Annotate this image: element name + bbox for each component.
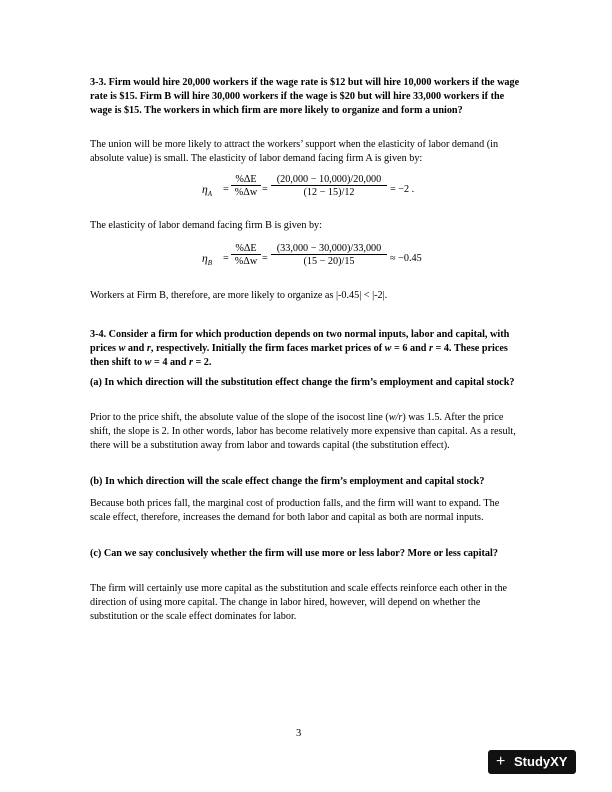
logo-text: StudyXY bbox=[514, 754, 568, 769]
fraction-a-rhs-num: (20,000 − 10,000)/20,000 bbox=[271, 174, 387, 186]
part-c-answer-text: The firm will certainly use more capital as the substitution and scale effects reinforce each other in the direction of using more capital. The change in labor hired, however, will depend on whether the substitution or the scale effect dominates for labor. bbox=[90, 583, 508, 623]
fraction-b-lhs bbox=[231, 243, 261, 267]
fraction-a-lhs bbox=[231, 174, 261, 198]
part-b-question-text: (b) In which direction will the scale effect change the firm’s employment and capital stock? bbox=[90, 476, 485, 487]
question-3-4-text: 3-4. Consider a firm for which production depends on two normal inputs, labor and capital, with prices w and r, respectively. Initially the firm faces market prices of w = 6 and r = 4. These prices then shift to w = 4 and r = 2. bbox=[90, 329, 510, 369]
fraction-a-lhs-num: %ΔE bbox=[231, 174, 261, 186]
equation-firm-a: $\eta_A$ = $\frac{\%\Delta E}{\%\Delta w}$ = $\frac{(20,000 - 10,000)/20,000}{(12 - 15)/12}$ = −2 . bbox=[202, 174, 415, 198]
fraction-b-rhs-num: (33,000 − 30,000)/33,000 bbox=[271, 243, 387, 255]
plus-icon: + bbox=[496, 753, 506, 770]
part-b-answer-text: Because both prices fall, the marginal cost of production falls, and the firm will want to expand. The scale effect, therefore, increases the demand for both labor and capital as both are normal inputs. bbox=[90, 498, 500, 524]
answer-3-4-part-c bbox=[90, 582, 522, 625]
answer-3-3-firm-b-text: The elasticity of labor demand facing firm B is given by: bbox=[90, 220, 322, 231]
eta-a-symbol: $\eta_A$ bbox=[202, 184, 212, 198]
part-a-question-text: (a) In which direction will the substitution effect change the firm’s employment and capital stock? bbox=[90, 377, 515, 388]
studyxy-logo[interactable] bbox=[488, 750, 576, 774]
question-3-4 bbox=[90, 328, 522, 371]
fraction-b-lhs-den: %Δw bbox=[234, 256, 258, 267]
eta-b-symbol: $\eta_B$ bbox=[202, 253, 212, 267]
answer-3-3-intro-text: The union will be more likely to attract the workers’ support when the elasticity of labor demand (in absolute value) is small. The elasticity of labor demand facing firm A is given by: bbox=[90, 139, 499, 165]
question-3-3 bbox=[90, 76, 522, 119]
answer-3-4-part-b bbox=[90, 497, 522, 525]
question-3-4-part-c bbox=[90, 547, 522, 561]
fraction-a-rhs-den: (12 − 15)/12 bbox=[303, 187, 355, 198]
equation-firm-b: $\eta_B$ = $\frac{\%\Delta E}{\%\Delta w}$ = $\frac{(33,000 - 30,000)/33,000}{(15 - 20)/15}$ ≈ −0.45 bbox=[202, 243, 422, 267]
fraction-b-rhs bbox=[271, 243, 387, 267]
answer-3-3-firm-b-intro bbox=[90, 219, 522, 233]
question-3-4-part-b bbox=[90, 475, 522, 489]
eta-a-subscript: A bbox=[207, 190, 212, 198]
page-number: 3 bbox=[296, 728, 302, 739]
part-c-question-text: (c) Can we say conclusively whether the firm will use more or less labor? More or less capital? bbox=[90, 548, 498, 559]
question-3-3-text: 3-3. Firm would hire 20,000 workers if the wage rate is $12 but will hire 10,000 workers if the wage rate is $15. Firm B will hire 30,000 workers if the wage is $20 but will hire 33,000 workers if the wage is $15. The workers in which firm are more likely to organize and form a union? bbox=[90, 77, 520, 117]
fraction-a-lhs-den: %Δw bbox=[234, 187, 258, 198]
fraction-b-rhs-den: (15 − 20)/15 bbox=[303, 256, 355, 267]
answer-3-3-conclusion bbox=[90, 289, 522, 303]
part-a-answer-text: Prior to the price shift, the absolute value of the slope of the isocost line (w/r) was 1.5. After the price shift, the slope is 2. In other words, labor has become relatively more expensive than capital. As a result, there will be a substitution away from labor and towards capital (the substitution effect). bbox=[90, 412, 516, 452]
fraction-b-lhs-num: %ΔE bbox=[231, 243, 261, 255]
question-3-4-part-a bbox=[90, 376, 522, 390]
fraction-a-rhs bbox=[271, 174, 387, 198]
answer-3-3-intro bbox=[90, 138, 522, 166]
answer-3-4-part-a bbox=[90, 411, 522, 454]
equation-b-result: ≈ −0.45 bbox=[390, 253, 422, 264]
answer-3-3-conclusion-text: Workers at Firm B, therefore, are more likely to organize as |-0.45| < |-2|. bbox=[90, 290, 388, 301]
equation-a-result: = −2 . bbox=[390, 184, 415, 195]
eta-b-subscript: B bbox=[207, 259, 212, 267]
